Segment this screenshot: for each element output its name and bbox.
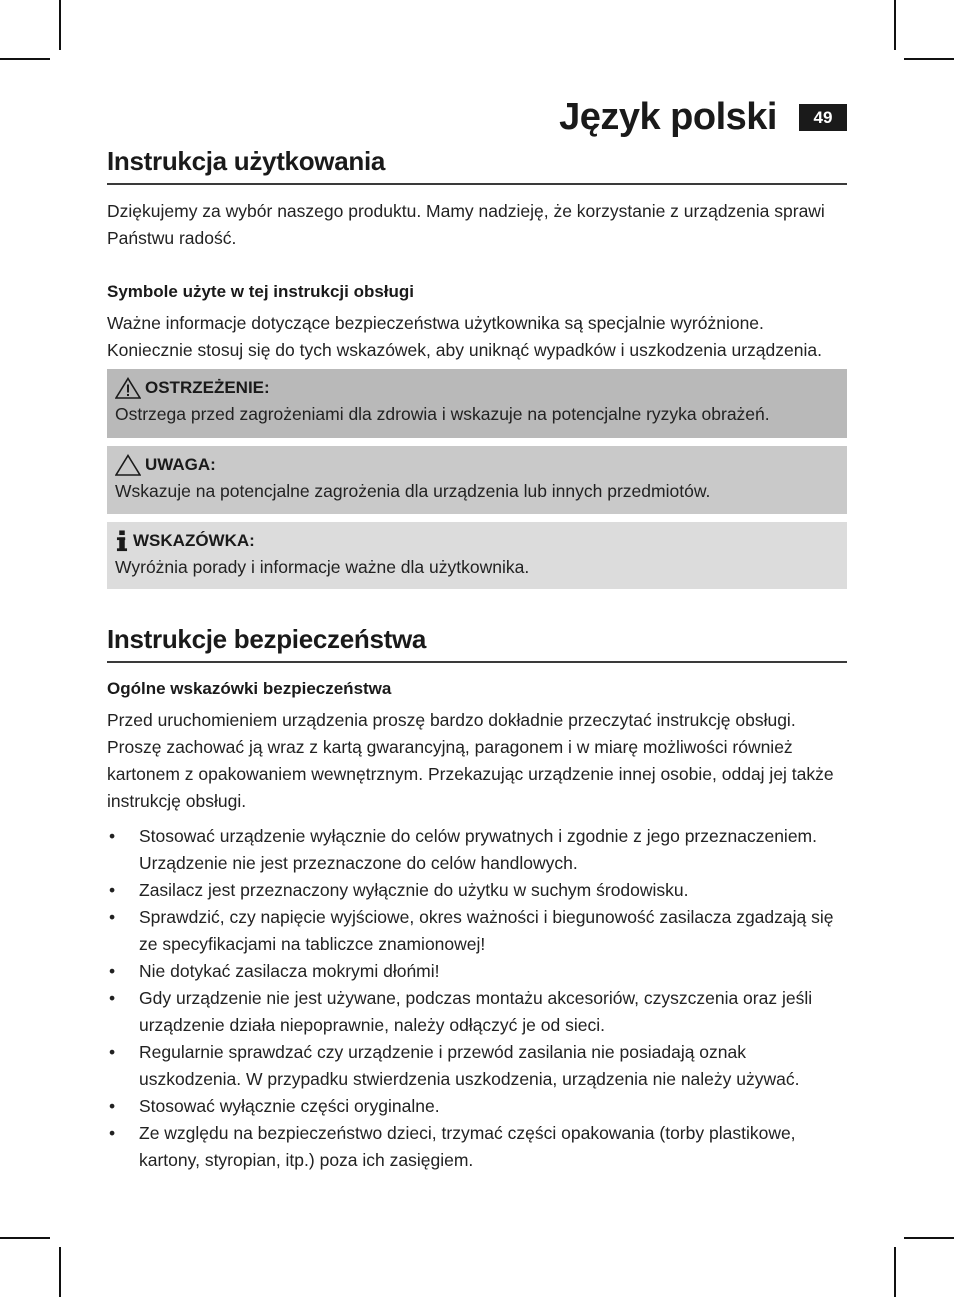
list-item-text: Regularnie sprawdzać czy urządzenie i przewód zasilania nie posiadają oznak uszkodzenia. W przypadku stwierdzenia uszkodzenia, urządzenia nie należy używać. [139,1042,800,1089]
list-item-text: Ze względu na bezpieczeństwo dzieci, trzymać części opakowania (torby plastikowe, kartony, styropian, itp.) poza ich zasięgiem. [139,1123,796,1170]
list-item-text: Gdy urządzenie nie jest używane, podczas montażu akcesoriów, czyszczenia oraz jeśli urządzenie działa niepoprawnie, należy odłączyć je od sieci. [139,988,813,1035]
bullet-symbol: • [109,988,116,1008]
crop-mark [0,1237,50,1239]
bullet-symbol: • [109,907,116,927]
list-item-text: Stosować urządzenie wyłącznie do celów prywatnych i zgodnie z jego przeznaczeniem. Urządzenie nie jest przeznaczone do celów handlowych. [139,826,817,873]
notice-caution-text: Wskazuje na potencjalne zagrożenia dla urządzenia lub innych przedmiotów. [115,481,711,501]
page-number: 49 [799,104,847,131]
section-title-usage: Instrukcja użytkowania [107,146,847,185]
crop-mark [904,58,954,60]
bullet-symbol: • [109,961,116,981]
notice-hint-title: WSKAZÓWKA: [133,531,255,550]
safety-intro-paragraph: Przed uruchomieniem urządzenia proszę bardzo dokładnie przeczytać instrukcję obsługi. Proszę zachować ją wraz z kartą gwarancyjną, paragonem i w miarę możliwości również kartonem z opakowaniem wewnętrznym. Przekazując urządzenie innej osobie, oddaj jej także instrukcję obsługi. [107,710,834,811]
safety-subheading: Ogólne wskazówki bezpieczeństwa [107,679,392,698]
list-item [107,1093,847,1120]
notice-hint [107,522,847,589]
list-item [107,958,847,985]
crop-mark [904,1237,954,1239]
bullet-symbol: • [109,1042,116,1062]
info-icon [115,530,129,552]
language-header [559,96,847,139]
notice-warning-title: OSTRZEŻENIE: [145,378,270,397]
crop-mark [0,58,50,60]
list-item-text: Nie dotykać zasilacza mokrymi dłońmi! [139,961,440,981]
notice-hint-text: Wyróżnia porady i informacje ważne dla użytkownika. [115,557,530,577]
intro-paragraph: Dziękujemy za wybór naszego produktu. Mamy nadzieję, że korzystanie z urządzenia sprawi Państwu radość. [107,201,825,248]
list-item-text: Zasilacz jest przeznaczony wyłącznie do użytku w suchym środowisku. [139,880,689,900]
list-item-text: Stosować wyłącznie części oryginalne. [139,1096,440,1116]
section-title-safety: Instrukcje bezpieczeństwa [107,624,847,663]
crop-mark [59,1247,61,1297]
notice-caution [107,446,847,514]
warning-triangle-icon [115,377,141,399]
crop-mark [894,0,896,50]
notice-warning-text: Ostrzega przed zagrożeniami dla zdrowia i wskazuje na potencjalne ryzyka obrażeń. [115,404,770,424]
bullet-symbol: • [109,1096,116,1116]
list-item [107,1039,847,1093]
list-item [107,877,847,904]
bullet-symbol: • [109,880,116,900]
list-item-text: Sprawdzić, czy napięcie wyjściowe, okres ważności i biegunowość zasilacza zgadzają się ze specyfikacjami na tabliczce znamionowej! [139,907,834,954]
crop-mark [894,1247,896,1297]
safety-bullet-list [107,823,847,1174]
list-item [107,1120,847,1174]
symbols-paragraph: Ważne informacje dotyczące bezpieczeństwa użytkownika są specjalnie wyróżnione. Koniecznie stosuj się do tych wskazówek, aby uniknąć wypadków i uszkodzenia urządzenia. [107,313,822,360]
crop-mark [59,0,61,50]
list-item [107,823,847,877]
list-item [107,904,847,958]
caution-triangle-icon [115,454,141,476]
language-title: Język polski [559,96,777,138]
bullet-symbol: • [109,826,116,846]
notice-warning [107,369,847,438]
bullet-symbol: • [109,1123,116,1143]
list-item [107,985,847,1039]
symbols-heading: Symbole użyte w tej instrukcji obsługi [107,282,415,301]
notice-caution-title: UWAGA: [145,455,216,474]
